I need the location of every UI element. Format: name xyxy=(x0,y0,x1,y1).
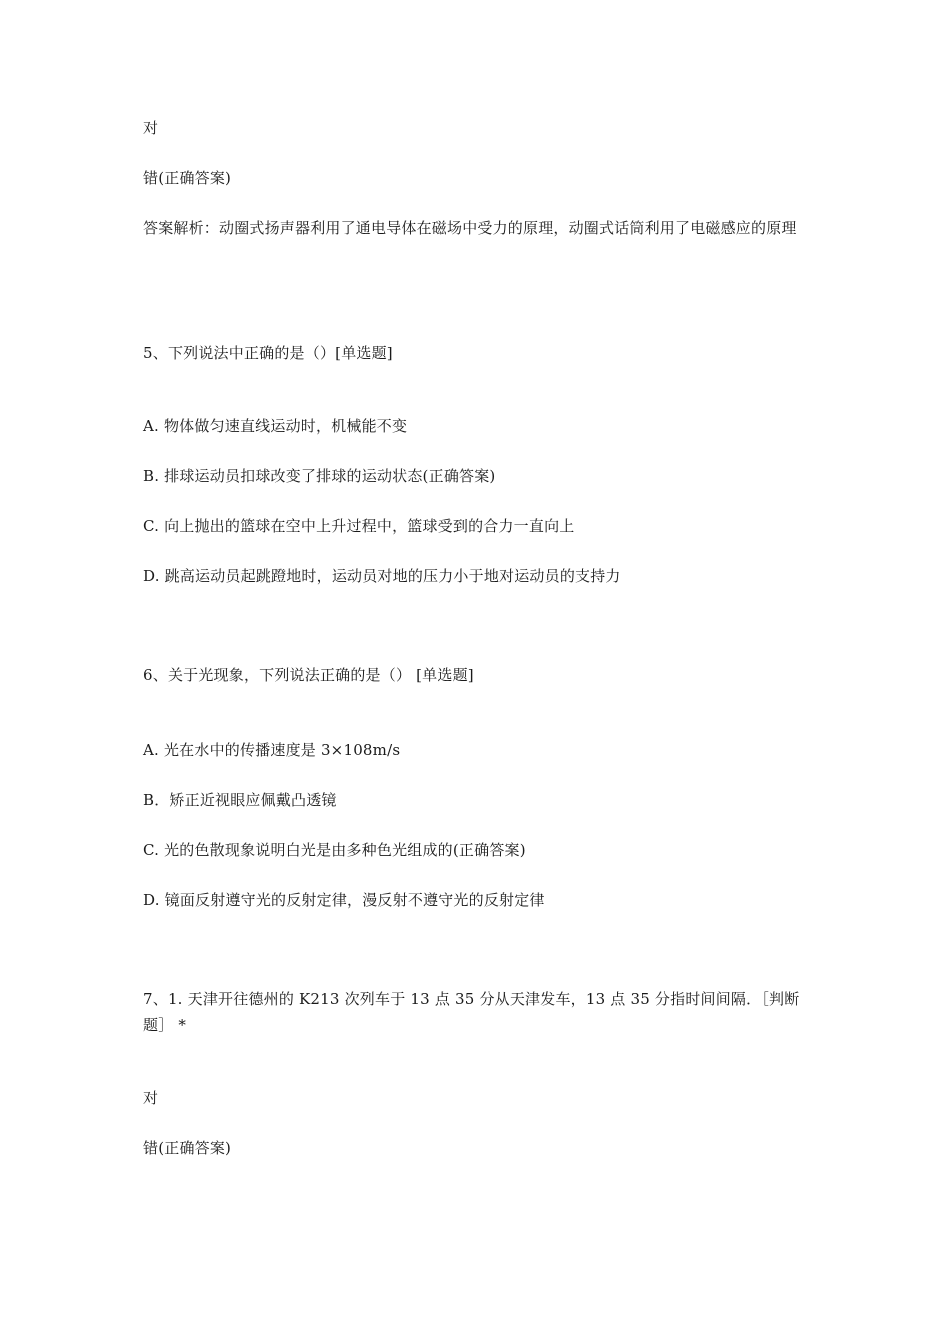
q6-option-c[interactable]: C. 光的色散现象说明白光是由多种色光组成的(正确答案) xyxy=(143,841,526,859)
q5-option-d[interactable]: D. 跳高运动员起跳蹬地时，运动员对地的压力小于地对运动员的支持力 xyxy=(143,567,621,585)
q5-option-b[interactable]: B. 排球运动员扣球改变了排球的运动状态(正确答案) xyxy=(143,467,496,485)
q6-option-b[interactable]: B．矫正近视眼应佩戴凸透镜 xyxy=(143,791,337,809)
q6-stem: 6、关于光现象，下列说法正确的是（） [单选题] xyxy=(143,666,474,684)
q5-option-c[interactable]: C. 向上抛出的篮球在空中上升过程中，篮球受到的合力一直向上 xyxy=(143,517,575,535)
q7-option-true[interactable]: 对 xyxy=(143,1089,159,1107)
q7-option-false[interactable]: 错(正确答案) xyxy=(143,1139,232,1157)
q5-option-a[interactable]: A. 物体做匀速直线运动时，机械能不变 xyxy=(143,417,408,435)
q4-explanation: 答案解析：动圈式扬声器利用了通电导体在磁场中受力的原理，动圈式话筒利用了电磁感应的原理 xyxy=(143,219,797,237)
q7-stem: 7、1. 天津开往德州的 K213 次列车于 13 点 35 分从天津发车，13 点 35 分指时间间隔．［判断题］ * xyxy=(143,990,800,1034)
q4-option-false[interactable]: 错(正确答案) xyxy=(143,169,232,187)
q6-option-a[interactable]: A. 光在水中的传播速度是 3×108m/s xyxy=(143,741,401,759)
q6-option-d[interactable]: D. 镜面反射遵守光的反射定律，漫反射不遵守光的反射定律 xyxy=(143,891,545,909)
q4-option-true[interactable]: 对 xyxy=(143,119,159,137)
q5-stem: 5、下列说法中正确的是（）[单选题] xyxy=(143,344,393,362)
